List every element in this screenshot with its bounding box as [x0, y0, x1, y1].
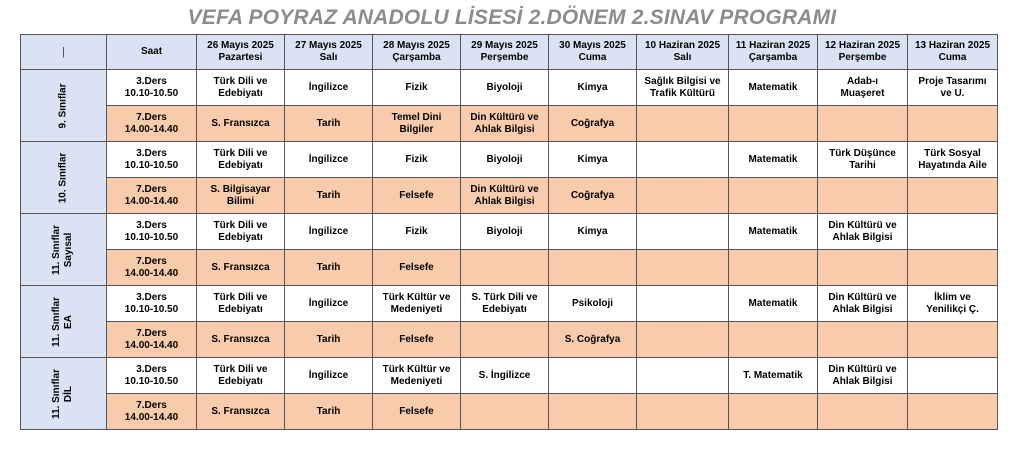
exam-cell: Kimya	[549, 142, 637, 178]
exam-cell: Tarih	[285, 178, 373, 214]
exam-cell: Kimya	[549, 214, 637, 250]
period-time-cell: 3.Ders 10.10-10.50	[107, 142, 197, 178]
exam-cell: Din Kültürü ve Ahlak Bilgisi	[818, 286, 908, 322]
header-row	[21, 35, 998, 70]
exam-cell	[818, 322, 908, 358]
exam-cell: Matematik	[729, 70, 818, 106]
exam-cell	[549, 358, 637, 394]
exam-cell	[637, 214, 729, 250]
exam-cell: S. Fransızca	[197, 394, 285, 430]
class-group-label	[21, 286, 107, 358]
exam-cell: Türk Sosyal Hayatında Aile	[908, 142, 998, 178]
exam-cell: Felsefe	[373, 394, 461, 430]
class-group-text: 11. Sınıflar Sayısal	[51, 224, 75, 275]
afternoon-row	[21, 106, 998, 142]
exam-cell	[729, 250, 818, 286]
exam-cell	[461, 322, 549, 358]
class-group-text: 9. Sınıflar	[57, 82, 69, 129]
afternoon-row	[21, 322, 998, 358]
exam-cell	[908, 178, 998, 214]
exam-cell: İngilizce	[285, 286, 373, 322]
exam-cell: S. İngilizce	[461, 358, 549, 394]
exam-cell: S. Fransızca	[197, 322, 285, 358]
corner-header: |	[21, 35, 107, 70]
day-header: 27 Mayıs 2025 Salı	[285, 35, 373, 70]
day-header: 29 Mayıs 2025 Perşembe	[461, 35, 549, 70]
exam-cell: S. Coğrafya	[549, 322, 637, 358]
exam-cell: Türk Dili ve Edebiyatı	[197, 214, 285, 250]
exam-cell: Türk Kültür ve Medeniyeti	[373, 358, 461, 394]
exam-cell: Biyoloji	[461, 142, 549, 178]
day-header: 12 Haziran 2025 Perşembe	[818, 35, 908, 70]
period-time-cell: 3.Ders 10.10-10.50	[107, 358, 197, 394]
class-group-text: 11. Sınıflar EA	[51, 296, 75, 347]
morning-row	[21, 358, 998, 394]
morning-row	[21, 286, 998, 322]
exam-cell	[908, 214, 998, 250]
day-header: 30 Mayıs 2025 Cuma	[549, 35, 637, 70]
exam-cell: Tarih	[285, 106, 373, 142]
exam-cell	[637, 106, 729, 142]
exam-cell	[461, 250, 549, 286]
exam-cell: S. Fransızca	[197, 106, 285, 142]
exam-cell: İngilizce	[285, 142, 373, 178]
period-time-cell: 3.Ders 10.10-10.50	[107, 70, 197, 106]
exam-cell: Matematik	[729, 142, 818, 178]
exam-cell	[637, 322, 729, 358]
exam-cell	[637, 358, 729, 394]
exam-cell: Din Kültürü ve Ahlak Bilgisi	[461, 178, 549, 214]
exam-cell: Türk Dili ve Edebiyatı	[197, 142, 285, 178]
exam-cell: Proje Tasarımı ve U.	[908, 70, 998, 106]
exam-cell: Matematik	[729, 286, 818, 322]
class-group-label	[21, 70, 107, 142]
page-title: VEFA POYRAZ ANADOLU LİSESİ 2.DÖNEM 2.SINAV PROGRAMI	[187, 6, 837, 29]
exam-cell: Temel Dini Bilgiler	[373, 106, 461, 142]
exam-cell	[549, 394, 637, 430]
day-header: 11 Haziran 2025 Çarşamba	[729, 35, 818, 70]
period-time-cell: 3.Ders 10.10-10.50	[107, 214, 197, 250]
exam-cell: Din Kültürü ve Ahlak Bilgisi	[818, 358, 908, 394]
saat-header: Saat	[107, 35, 197, 70]
period-time-cell: 7.Ders 14.00-14.40	[107, 250, 197, 286]
exam-cell: İngilizce	[285, 70, 373, 106]
exam-cell: Coğrafya	[549, 106, 637, 142]
exam-cell: Türk Kültür ve Medeniyeti	[373, 286, 461, 322]
exam-cell	[729, 394, 818, 430]
exam-cell	[818, 250, 908, 286]
exam-cell	[908, 250, 998, 286]
exam-cell: S. Bilgisayar Bilimi	[197, 178, 285, 214]
exam-cell: Tarih	[285, 322, 373, 358]
exam-cell: Felsefe	[373, 250, 461, 286]
exam-cell: Biyoloji	[461, 70, 549, 106]
exam-cell: Sağlık Bilgisi ve Trafik Kültürü	[637, 70, 729, 106]
exam-cell	[818, 178, 908, 214]
exam-cell: Felsefe	[373, 322, 461, 358]
exam-cell	[637, 178, 729, 214]
exam-cell: T. Matematik	[729, 358, 818, 394]
exam-cell: Türk Düşünce Tarihi	[818, 142, 908, 178]
period-time-cell: 7.Ders 14.00-14.40	[107, 178, 197, 214]
exam-cell: İngilizce	[285, 214, 373, 250]
exam-cell: Fizik	[373, 214, 461, 250]
exam-cell	[908, 358, 998, 394]
morning-row	[21, 142, 998, 178]
exam-cell	[549, 250, 637, 286]
exam-cell: S. Fransızca	[197, 250, 285, 286]
class-group-label	[21, 358, 107, 430]
exam-cell: Psikoloji	[549, 286, 637, 322]
exam-cell: Felsefe	[373, 178, 461, 214]
exam-cell: Adab-ı Muaşeret	[818, 70, 908, 106]
class-group-label	[21, 142, 107, 214]
class-group-text: 10. Sınıflar	[57, 152, 69, 203]
exam-cell: İngilizce	[285, 358, 373, 394]
exam-cell	[818, 394, 908, 430]
exam-cell: Din Kültürü ve Ahlak Bilgisi	[461, 106, 549, 142]
period-time-cell: 7.Ders 14.00-14.40	[107, 322, 197, 358]
exam-cell: Din Kültürü ve Ahlak Bilgisi	[818, 214, 908, 250]
exam-cell: S. Türk Dili ve Edebiyatı	[461, 286, 549, 322]
class-group-label	[21, 214, 107, 286]
afternoon-row	[21, 250, 998, 286]
exam-cell	[908, 394, 998, 430]
day-header: 26 Mayıs 2025 Pazartesi	[197, 35, 285, 70]
exam-cell	[908, 322, 998, 358]
exam-cell: Türk Dili ve Edebiyatı	[197, 70, 285, 106]
afternoon-row	[21, 178, 998, 214]
day-header: 13 Haziran 2025 Cuma	[908, 35, 998, 70]
exam-cell: Tarih	[285, 394, 373, 430]
exam-cell	[637, 250, 729, 286]
exam-cell	[637, 142, 729, 178]
exam-cell: Fizik	[373, 142, 461, 178]
exam-cell	[637, 286, 729, 322]
exam-cell: Kimya	[549, 70, 637, 106]
exam-cell: Fizik	[373, 70, 461, 106]
morning-row	[21, 214, 998, 250]
exam-cell: Tarih	[285, 250, 373, 286]
exam-cell: Biyoloji	[461, 214, 549, 250]
exam-cell	[637, 394, 729, 430]
exam-cell: Matematik	[729, 214, 818, 250]
afternoon-row	[21, 394, 998, 430]
exam-cell: Türk Dili ve Edebiyatı	[197, 286, 285, 322]
exam-cell	[729, 322, 818, 358]
day-header: 28 Mayıs 2025 Çarşamba	[373, 35, 461, 70]
exam-cell	[818, 106, 908, 142]
exam-cell: Türk Dili ve Edebiyatı	[197, 358, 285, 394]
period-time-cell: 3.Ders 10.10-10.50	[107, 286, 197, 322]
exam-cell	[729, 106, 818, 142]
morning-row	[21, 70, 998, 106]
exam-cell	[729, 178, 818, 214]
exam-cell: İklim ve Yenilikçi Ç.	[908, 286, 998, 322]
exam-cell	[908, 106, 998, 142]
class-group-text: 11. Sınıflar DİL	[51, 368, 75, 419]
exam-schedule-table	[20, 34, 998, 430]
period-time-cell: 7.Ders 14.00-14.40	[107, 394, 197, 430]
exam-cell	[461, 394, 549, 430]
exam-cell: Coğrafya	[549, 178, 637, 214]
period-time-cell: 7.Ders 14.00-14.40	[107, 106, 197, 142]
day-header: 10 Haziran 2025 Salı	[637, 35, 729, 70]
schedule-body	[21, 70, 998, 430]
